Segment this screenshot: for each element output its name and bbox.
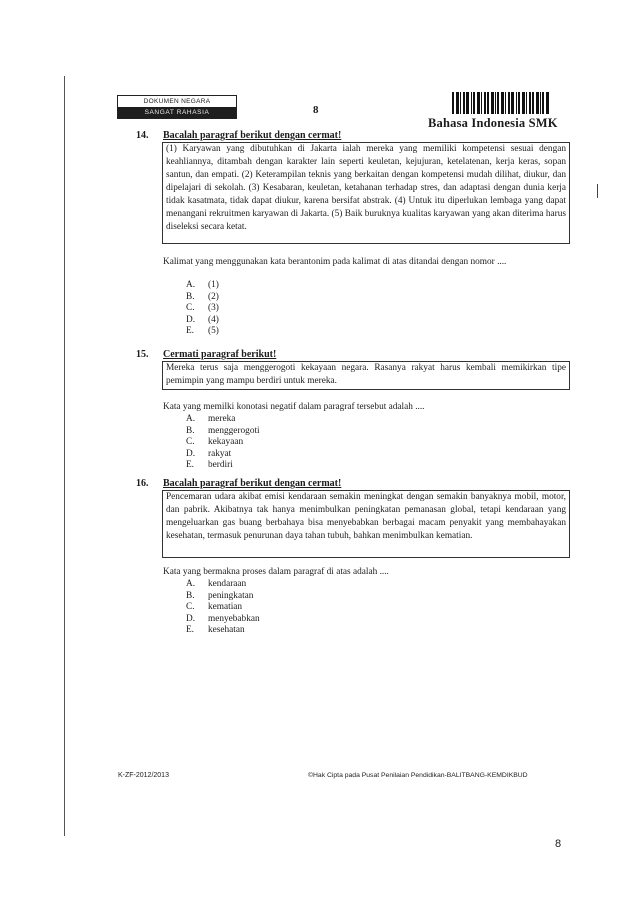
option-text: peningkatan xyxy=(208,590,254,601)
option-label: B. xyxy=(186,291,195,302)
scan-edge-line xyxy=(64,76,65,836)
option-label: D. xyxy=(186,448,196,459)
option-text: rakyat xyxy=(208,448,232,459)
option-text: menggerogoti xyxy=(208,425,260,436)
doc-label-top: DOKUMEN NEGARA xyxy=(143,98,211,105)
option-b[interactable] xyxy=(186,591,260,603)
option-c[interactable] xyxy=(186,437,260,449)
option-label: D. xyxy=(186,613,196,624)
option-label: A. xyxy=(186,414,196,424)
option-text: kematian xyxy=(208,602,243,613)
option-label: E. xyxy=(186,625,195,636)
option-label: A. xyxy=(186,280,196,290)
option-d[interactable] xyxy=(186,449,260,461)
question-stem: Kalimat yang menggunakan kata berantonim pada kalimat di atas ditandai dengan nomor .... xyxy=(163,257,507,267)
question-instruction: Cermati paragraf berikut! xyxy=(163,349,277,360)
option-e[interactable] xyxy=(186,460,260,472)
option-label: C. xyxy=(186,303,195,314)
option-text: (2) xyxy=(208,291,219,302)
header-page-number: 8 xyxy=(313,104,319,116)
question-number: 14. xyxy=(136,130,149,141)
footer-copyright: ©Hak Cipta pada Pusat Penilaian Pendidikan-BALITBANG-KEMDIKBUD xyxy=(308,772,528,779)
scan-mark xyxy=(597,184,598,198)
option-text: kendaraan xyxy=(208,579,247,589)
option-label: D. xyxy=(186,314,196,325)
question-stem: Kata yang memilki konotasi negatif dalam paragraf tersebut adalah .... xyxy=(163,402,425,412)
option-label: C. xyxy=(186,437,195,448)
page-number: 8 xyxy=(555,838,562,850)
option-label: B. xyxy=(186,590,195,601)
question-passage: Pencemaran udara akibat emisi kendaraan semakin meningkat dengan semakin banyaknya mobil, motor, dan pabrik. Akibatnya tak hanya menimbulkan peningkatan pemanasan global, tetapi kendaraan yang mengeluarkan gas buang berbahaya bisa menyebabkan berbagai macam penyakit yang membahayakan kesehatan, termasuk penurunan daya tahan tubuh, bahkan menimbulkan kematian. xyxy=(162,490,570,558)
answer-options xyxy=(186,414,260,472)
option-text: (5) xyxy=(208,326,219,337)
option-text: kekayaan xyxy=(208,437,244,448)
option-label: C. xyxy=(186,602,195,613)
option-c[interactable] xyxy=(186,602,260,614)
option-text: (3) xyxy=(208,303,219,314)
option-a[interactable] xyxy=(186,280,219,292)
subject-title: Bahasa Indonesia SMK xyxy=(428,116,558,130)
option-label: E. xyxy=(186,326,195,337)
option-label: E. xyxy=(186,460,195,471)
option-text: (4) xyxy=(208,314,219,325)
option-text: menyebabkan xyxy=(208,613,260,624)
barcode-icon xyxy=(452,92,558,114)
question-number: 16. xyxy=(136,478,149,489)
question-instruction: Bacalah paragraf berikut dengan cermat! xyxy=(163,478,342,489)
option-text: berdiri xyxy=(208,460,233,471)
question-passage: (1) Karyawan yang dibutuhkan di Jakarta ialah mereka yang memiliki kompetensi sesuai dengan keahliannya, ditambah dengan karakter lain seperti keuletan, kejujuran, ketelatenan, kerja keras, sopan santun, dan empati. (2) Keterampilan teknis yang berkaitan dengan kompetensi mudah dilihat, diukur, dan dipelajari di sekolah. (3) Kesabaran, keuletan, ketahanan terhadap stres, dan adaptasi dengan dunia kerja tidak kasatmata, tidak dapat diukur, karena bersifat abstrak. (4) Untuk itu diperlukan lembaga yang dapat menangani rekruitmen karyawan di Jakarta. (5) Baik buruknya kualitas karyawan yang akan diterima harus diseleksi secara ketat. xyxy=(162,142,570,244)
option-a[interactable] xyxy=(186,414,260,426)
option-text: mereka xyxy=(208,414,236,424)
option-text: (1) xyxy=(208,280,219,290)
option-e[interactable] xyxy=(186,326,219,338)
option-b[interactable] xyxy=(186,426,260,438)
answer-options xyxy=(186,579,260,637)
option-d[interactable] xyxy=(186,315,219,327)
option-text: kesehatan xyxy=(208,625,245,636)
option-d[interactable] xyxy=(186,614,260,626)
option-a[interactable] xyxy=(186,579,260,591)
option-c[interactable] xyxy=(186,303,219,315)
document-classification-box xyxy=(117,95,237,119)
doc-label-bottom: SANGAT RAHASIA xyxy=(118,107,236,118)
answer-options xyxy=(186,280,219,338)
question-stem: Kata yang bermakna proses dalam paragraf di atas adalah .... xyxy=(163,567,389,577)
question-number: 15. xyxy=(136,349,149,360)
footer-code: K-ZF-2012/2013 xyxy=(118,772,169,779)
option-label: A. xyxy=(186,579,196,589)
option-b[interactable] xyxy=(186,292,219,304)
question-passage: Mereka terus saja menggerogoti kekayaan negara. Rasanya rakyat harus kembali memikirkan tipe pemimpin yang mampu berdiri untuk mereka. xyxy=(162,361,570,390)
option-e[interactable] xyxy=(186,625,260,637)
question-instruction: Bacalah paragraf berikut dengan cermat! xyxy=(163,130,342,141)
option-label: B. xyxy=(186,425,195,436)
